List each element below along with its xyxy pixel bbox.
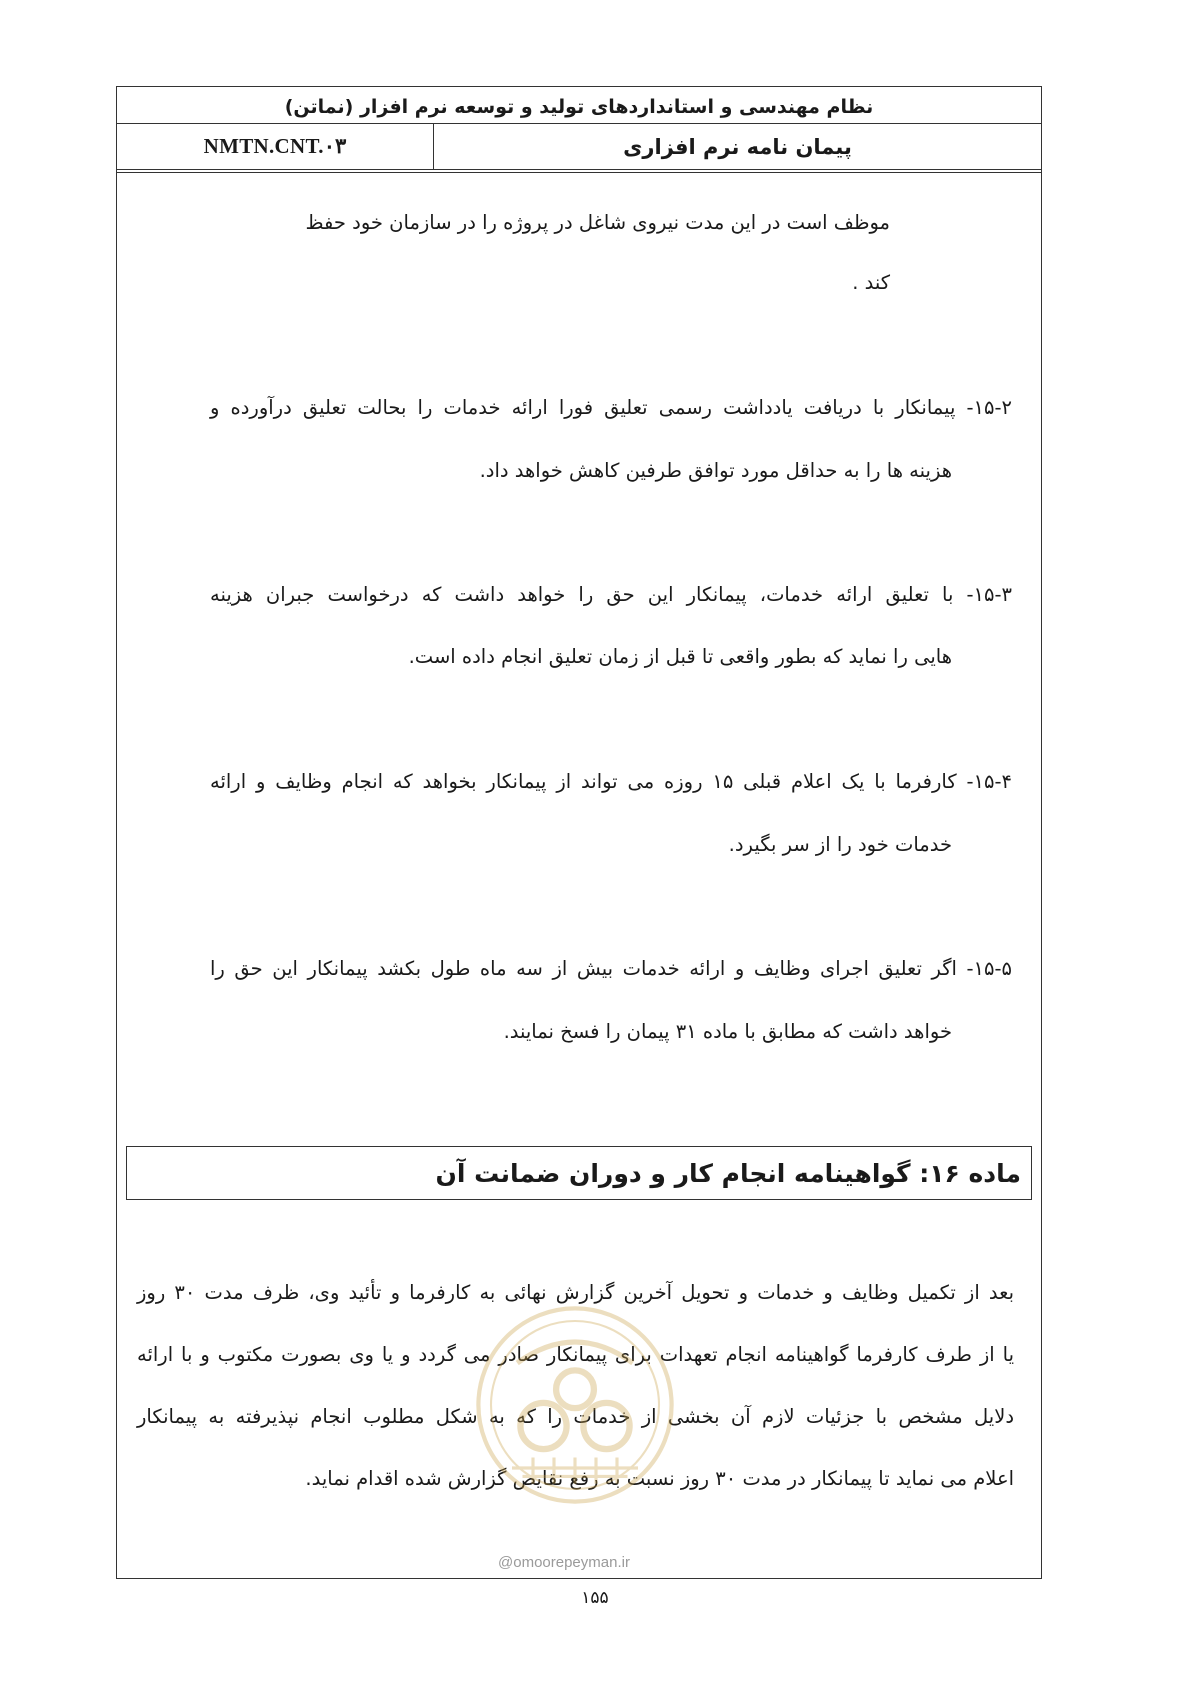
document-header [116, 86, 1042, 170]
intro-line-2: کند . [852, 271, 890, 294]
header-divider [116, 172, 1042, 175]
clause-15-2-line-2: هزینه ها را به حداقل مورد توافق طرفین کاهش خواهد داد. [479, 459, 952, 482]
clause-15-4-line-1: ۱۵-۴- کارفرما با یک اعلام قبلی ۱۵ روزه می تواند از پیمانکار بخواهد که انجام وظایف و ارائه [210, 770, 1012, 793]
watermark-url: @omoorepeyman.ir [498, 1554, 630, 1571]
clause-15-3-line-1: ۱۵-۳- با تعلیق ارائه خدمات، پیمانکار این حق را خواهد داشت که درخواست جبران هزینه [210, 583, 1012, 606]
clause-15-4-line-2: خدمات خود را از سر بگیرد. [728, 833, 952, 856]
clause-15-5-line-1: ۱۵-۵- اگر تعلیق اجرای وظایف و ارائه خدمات بیش از سه ماه طول بکشد پیمانکار این حق را [210, 957, 1012, 980]
document-title: پیمان نامه نرم افزاری [623, 134, 852, 159]
section-16-line-4: اعلام می نماید تا پیمانکار در مدت ۳۰ روز نسبت به رفع نقایص گزارش شده اقدام نماید. [305, 1467, 1014, 1490]
intro-line-1: موظف است در این مدت نیروی شاغل در پروژه را در سازمان خود حفظ [305, 211, 890, 234]
section-16-heading-box [126, 1146, 1032, 1200]
section-16-line-2: یا از طرف کارفرما گواهینامه انجام تعهدات برای پیمانکار صادر می گردد و یا وی بصورت مکتوب و با ارائه [137, 1343, 1014, 1366]
page-number: ۱۵۵ [581, 1588, 609, 1608]
section-16-heading: ماده ۱۶: گواهینامه انجام کار و دوران ضمانت آن [435, 1158, 1021, 1188]
clause-15-3-line-2: هایی را نماید که بطور واقعی تا قبل از زمان تعلیق انجام داده است. [408, 645, 952, 668]
document-code: NMTN.CNT.۰۳ [117, 124, 434, 169]
section-16-line-1: بعد از تکمیل وظایف و خدمات و تحویل آخرین گزارش نهائی به کارفرما و تأئید وی، ظرف مدت ۳۰ روز [137, 1281, 1014, 1304]
header-row [117, 124, 1041, 170]
clause-15-2-line-1: ۱۵-۲- پیمانکار با دریافت یادداشت رسمی تعلیق فورا ارائه خدمات را بحالت تعلیق درآورده و [210, 396, 1012, 419]
system-title: نظام مهندسی و استانداردهای تولید و توسعه نرم افزار (نماتن) [117, 86, 1041, 124]
section-16-line-3: دلایل مشخص با جزئیات لازم آن بخشی از خدمات را که به شکل مطلوب انجام نپذیرفته به پیمانکار [137, 1405, 1014, 1428]
clause-15-5-line-2: خواهد داشت که مطابق با ماده ۳۱ پیمان را فسخ نمایند. [503, 1020, 952, 1043]
